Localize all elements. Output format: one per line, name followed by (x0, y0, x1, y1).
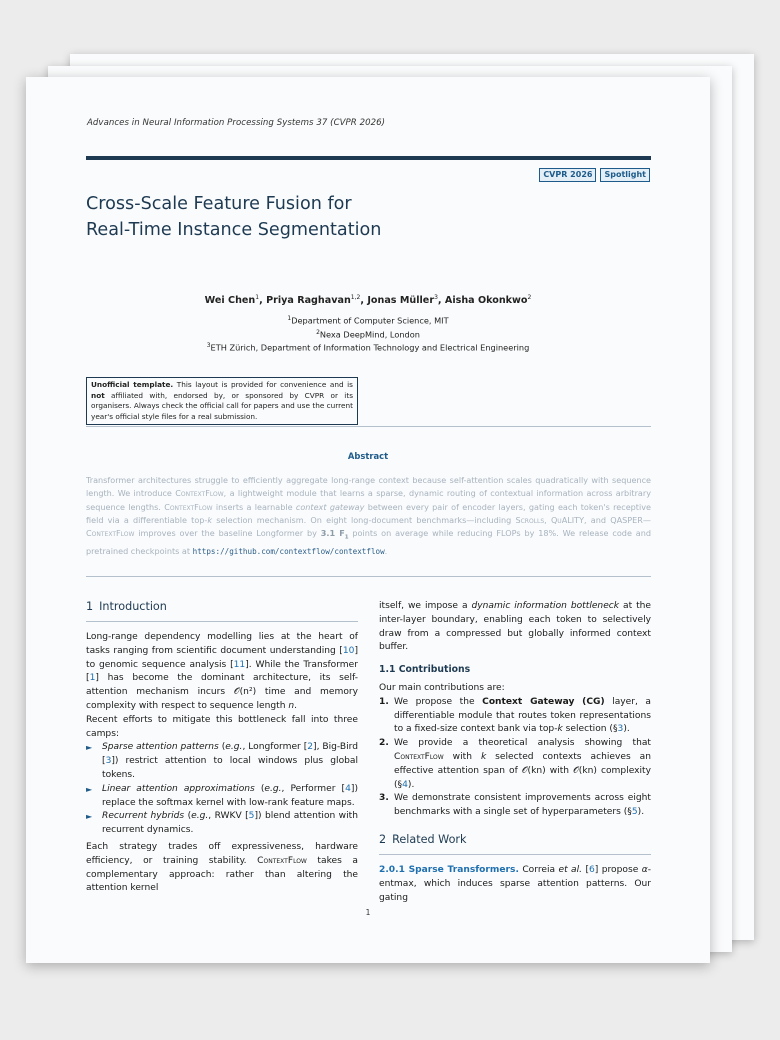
affiliation: $^1$Department of Computer Science, MIT (287, 315, 449, 326)
contribution-item: 2. We provide a theoretical analysis showing that ContextFlow with k selected contexts achieves an effective attention span of 𝒪(kn) with 𝒪(kn) complexity (§4). (379, 738, 651, 790)
author-name: Aisha Okonkwo (444, 295, 528, 307)
section-divider (86, 576, 651, 577)
triangle-bullet-icon: ► (86, 812, 93, 822)
subsection-heading-contributions: 1.1 Contributions (379, 664, 471, 676)
conference-badge: CVPR 2026 (539, 168, 596, 182)
venue-header: Advances in Neural Information Processing Systems 37 (CVPR 2026) (87, 118, 386, 128)
paper-page (26, 77, 710, 963)
affiliation: $^3$ETH Zürich, Department of Information Technology and Electrical Engineering (206, 342, 530, 354)
contribution-item: 3. We demonstrate consistent improvements across eight benchmarks with a single set of hyperparameters (§5). (379, 793, 651, 818)
section-ref-link[interactable]: 5 (631, 807, 638, 818)
contrib-intro: Our main contributions are: (379, 682, 505, 693)
header-rule (86, 156, 651, 160)
affiliation-list (26, 313, 710, 354)
intro-paragraph: Each strategy trades off expressiveness, hardware efficiency, or training stability. ContextFlow takes a complementary approach: rather than altering the attention kernel (86, 841, 358, 894)
section-ref-link[interactable]: 3 (617, 724, 624, 735)
left-column (86, 599, 358, 896)
triangle-bullet-icon: ► (86, 784, 93, 794)
title-line: Cross-Scale Feature Fusion for (86, 194, 352, 214)
heading-rule (379, 854, 651, 855)
code-link[interactable]: https://github.com/contextflow/contextflow (192, 547, 385, 557)
citation-link[interactable]: 10 (342, 645, 355, 656)
unofficial-template-notice: Unofficial template. This layout is provided for convenience and is not affiliated with, endorsed by, or sponsored by CVPR or its organisers. Always check the official call for papers and use the current year's official style files for a real submission. (86, 377, 358, 425)
author-name: Wei Chen (204, 295, 256, 307)
section-heading-related-work: 2 Related Work (379, 832, 467, 846)
citation-link[interactable]: 3 (105, 756, 112, 767)
spotlight-badge: Spotlight (600, 168, 650, 182)
citation-link[interactable]: 1 (89, 673, 96, 684)
paper-title (86, 191, 606, 243)
author-name: Priya Raghavan (266, 295, 351, 307)
section-ref-link[interactable]: 4 (402, 779, 408, 790)
citation-link[interactable]: 11 (233, 659, 246, 670)
section-heading-introduction: 1 Introduction (86, 600, 167, 613)
section-divider (86, 426, 651, 427)
citation-link[interactable]: 5 (248, 811, 255, 822)
intro-paragraph: Recent efforts to mitigate this bottleneck fall into three camps: (86, 714, 358, 739)
citation-link[interactable]: 2 (307, 742, 314, 753)
list-item: ► Recurrent hybrids (e.g., RWKV [5]) blend attention with recurrent dynamics. (86, 810, 358, 838)
contribution-item: 1. We propose the Context Gateway (CG) layer, a differentiable module that routes token representations to a fixed-size context bank via top-k selection (§3). (379, 696, 651, 735)
page-number: 1 (365, 908, 371, 917)
citation-link[interactable]: 4 (345, 783, 351, 794)
abstract-body: Transformer architectures struggle to efficiently aggregate long-range context because self-attention scales quadratically with sequence length. We introduce ContextFlow, a lightweight module that learns a sparse, dynamic routing of contextual information across arbitrary sequence lengths. ContextFlow inserts a learnable context gateway between every pair of encoder layers, gating each token's receptive field via a differentiable top-k selection mechanism. On eight long-document benchmarks—including Scrolls, QuALITY, and QASPER—ContextFlow improves over the baseline Longformer by 3.1 $F_1$ points on average while reducing FLOPs by 18%. We release code and pretrained checkpoints at https://github.com/contextflow/contextflow. (86, 475, 652, 557)
title-line: Real-Time Instance Segmentation (86, 220, 382, 240)
author-name: Jonas Müller (367, 295, 435, 307)
abstract-heading: Abstract (347, 451, 389, 461)
intro-paragraph-cont: itself, we impose a dynamic information bottleneck at the inter-layer boundary, enabling each token to selectively draw from a compressed but globally informed context buffer. (379, 601, 651, 653)
author-list: Wei Chen$^1$, Priya Raghavan$^{1,2}$, Jonas Müller$^3$, Aisha Okonkwo$^2$ (204, 294, 532, 307)
right-column (379, 600, 651, 905)
list-item: ► Linear attention approximations (e.g., Performer [4]) replace the softmax kernel with low-rank feature maps. (86, 783, 358, 811)
citation-link[interactable]: 6 (589, 864, 595, 875)
affiliation: $^2$Nexa DeepMind, London (316, 328, 420, 340)
related-paragraph: 2.0.1 Sparse Transformers. Correia et al. [6] propose α-entmax, which induces sparse attention patterns. Our gating (379, 864, 651, 903)
list-item: ► Sparse attention patterns (e.g., Longformer [2], Big-Bird [3]) restrict attention to local windows plus global tokens. (86, 741, 358, 782)
intro-paragraph: Long-range dependency modelling lies at the heart of tasks ranging from scientific document understanding [10] to genomic sequence analysis [11]. While the Transformer [1] has become the dominant architecture, its self-attention mechanism incurs 𝒪(n²) time and memory complexity with respect to sequence length n. (86, 632, 359, 711)
badge-group (539, 168, 650, 182)
triangle-bullet-icon: ► (86, 743, 93, 753)
heading-rule (86, 621, 358, 622)
